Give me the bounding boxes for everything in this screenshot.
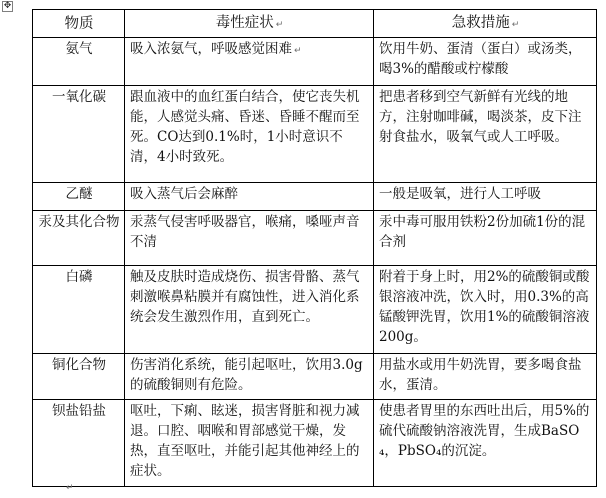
table-row (33, 354, 597, 400)
firstaid-cell: 一般是吸氧，进行人工呼吸 (374, 183, 597, 211)
header-firstaid: 急救措施 ↵ (374, 10, 597, 38)
substance-cell: 汞及其化合物 (33, 211, 125, 266)
table-row (33, 266, 597, 354)
substance-cell: 一氧化碳 (33, 86, 125, 183)
toxic-substances-table (32, 9, 597, 487)
substance-cell: 铜化合物 (33, 354, 125, 400)
symptoms-cell: 呕吐，下痢、眩迷，损害肾脏和视力减退。口腔、咽喉和胃部感觉干燥，发热，直至呕吐，并能引起其他神经上的症状。 (125, 400, 374, 487)
symptoms-cell: 吸入蒸气后会麻醉 (125, 183, 374, 211)
firstaid-cell: 附着于身上时，用2%的硫酸铜或酸银溶液冲洗，饮入时，用0.3%的高锰酸钾洗胃，饮用1%的硫酸铜溶液200g。 (374, 266, 597, 354)
substance-cell: 白磷 (33, 266, 125, 354)
firstaid-cell: 把患者移到空气新鲜有光线的地方，注射咖啡碱，喝淡茶，皮下注射食盐水，吸氧气或人工呼吸。 (374, 86, 597, 183)
table-row (33, 38, 597, 86)
table-header-row (33, 10, 597, 38)
table-move-handle-icon[interactable]: ✥ (3, 1, 12, 11)
substance-cell: 氨气 (33, 38, 125, 86)
table-row (33, 86, 597, 183)
symptoms-cell: 汞蒸气侵害呼吸器官，喉痛，嗓哑声音不清 (125, 211, 374, 266)
table-row (33, 211, 597, 266)
symptoms-cell: 吸入浓氨气，呼吸感觉困难 ↵ (125, 38, 374, 86)
header-symptoms: 毒性症状 ↵ (125, 10, 374, 38)
firstaid-cell: 汞中毒可服用铁粉2份加硫1份的混合剂 (374, 211, 597, 266)
firstaid-cell: 饮用牛奶、蛋清（蛋白）或汤类，喝3%的醋酸或柠檬酸 (374, 38, 597, 86)
table-row (33, 400, 597, 487)
table-row (33, 183, 597, 211)
symptoms-cell: 伤害消化系统，能引起呕吐，饮用3.0g的硫酸铜则有危险。 (125, 354, 374, 400)
substance-cell: 乙醚 (33, 183, 125, 211)
substance-cell: 钡盐铅盐 (33, 400, 125, 487)
header-substance: 物质 (33, 10, 125, 38)
symptoms-cell: 触及皮肤时造成烧伤、损害骨骼、蒸气刺激喉鼻粘膜并有腐蚀性，进入消化系统会发生激烈作用，直到死亡。 (125, 266, 374, 354)
symptoms-cell: 跟血液中的血红蛋白结合，使它丧失机能，人感觉头痛、昏迷、昏睡不醒而至死。CO达到0.1%时，1小时意识不清，4小时致死。 (125, 86, 374, 183)
firstaid-cell: 用盐水或用牛奶洗胃，要多喝食盐水，蛋清。 (374, 354, 597, 400)
firstaid-cell: 使患者胃里的东西吐出后，用5%的硫代硫酸钠溶液洗胃，生成BaSO₄，PbSO₄的沉淀。 (374, 400, 597, 487)
document-end-paragraph-mark: ↵ (66, 483, 74, 493)
